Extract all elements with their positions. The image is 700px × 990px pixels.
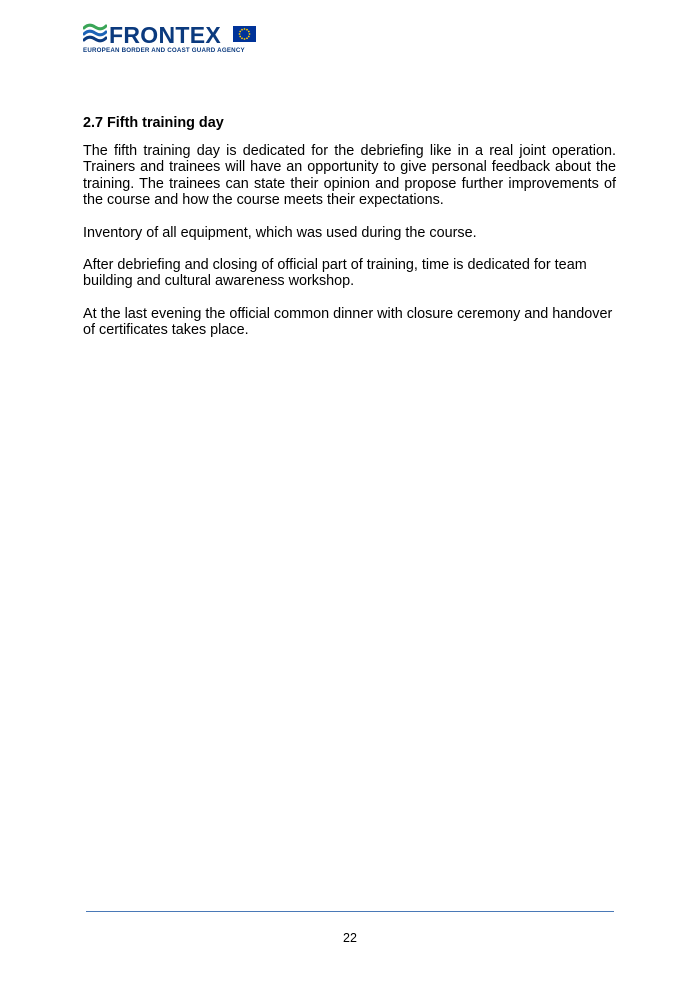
page-number: 22 <box>343 931 357 945</box>
paragraph-team-building: After debriefing and closing of official part of training, time is dedicated for team building and cultural awareness workshop. <box>83 257 587 290</box>
section-heading: 2.7 Fifth training day <box>83 115 224 131</box>
footer-divider <box>86 911 614 912</box>
eu-flag-icon <box>233 26 256 42</box>
frontex-logo <box>83 22 263 58</box>
frontex-waves-icon <box>83 22 107 46</box>
logo-wordmark: FRONTEX <box>109 22 221 48</box>
logo-tagline: EUROPEAN BORDER AND COAST GUARD AGENCY <box>83 47 245 54</box>
paragraph-debriefing: The fifth training day is dedicated for the debriefing like in a real joint operation. Trainers and trainees will have an opportunity to give personal feedback about the training. The trainees can state their opinion and propose further improvements of the course and how the course meets their expectations. <box>83 143 616 209</box>
paragraph-closure-dinner: At the last evening the official common dinner with closure ceremony and handover of certificates takes place. <box>83 305 613 339</box>
main-content <box>83 114 616 355</box>
paragraph-inventory: Inventory of all equipment, which was used during the course. <box>83 224 477 241</box>
